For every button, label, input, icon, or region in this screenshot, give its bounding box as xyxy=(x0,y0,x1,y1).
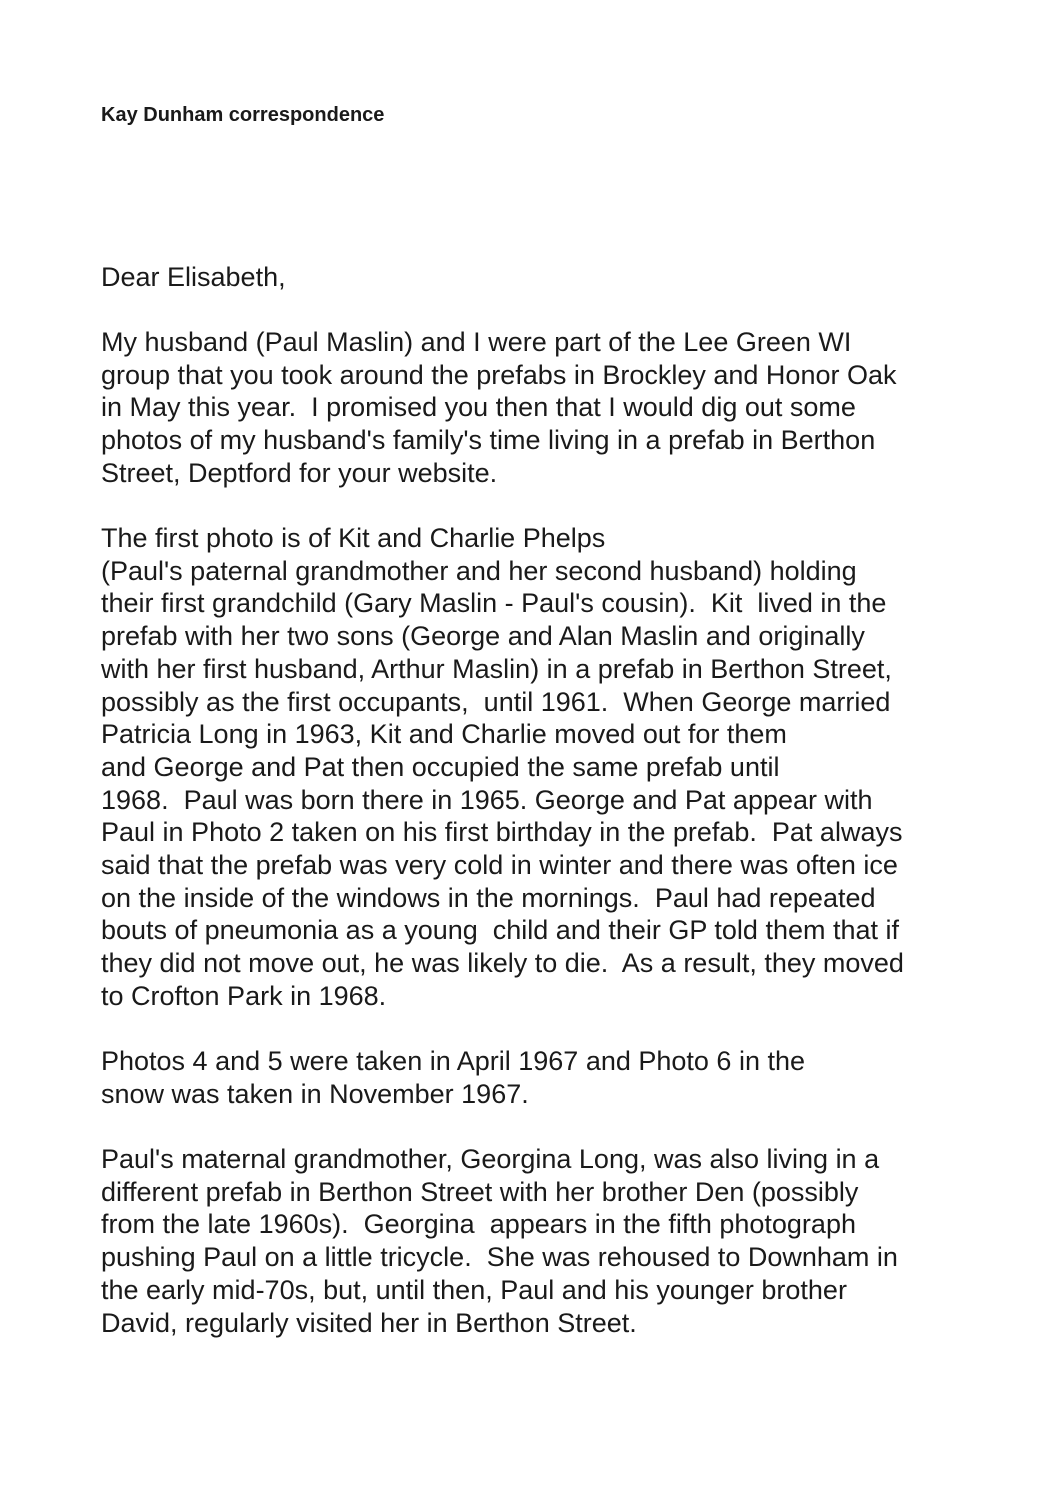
paragraph-line: Photos 4 and 5 were taken in April 1967 and Photo 6 in the xyxy=(101,1046,806,1076)
paragraph-line: prefab with her two sons (George and Alan Maslin and originally xyxy=(101,621,865,652)
paragraph-line: photos of my husband's family's time living in a prefab in Berthon xyxy=(101,425,876,456)
document-title: Kay Dunham correspondence xyxy=(101,104,385,126)
paragraph-line: Paul's maternal grandmother, Georgina Long, was also living in a xyxy=(101,1144,880,1174)
paragraph-line: (Paul's paternal grandmother and her second husband) holding xyxy=(101,555,857,586)
paragraph-line: Street, Deptford for your website. xyxy=(101,457,498,488)
paragraph-line: David, regularly visited her in Berthon Street. xyxy=(101,1307,637,1338)
paragraph-line: the early mid-70s, but, until then, Paul and his younger brother xyxy=(101,1274,847,1305)
paragraph-line: snow was taken in November 1967. xyxy=(101,1078,529,1109)
salutation xyxy=(101,261,286,294)
paragraph-line: they did not move out, he was likely to die. As a result, they moved xyxy=(101,948,904,979)
paragraph-3 xyxy=(101,1045,805,1110)
paragraph-2 xyxy=(101,522,904,1013)
paragraph-line: group that you took around the prefabs in Brockley and Honor Oak xyxy=(101,359,897,390)
paragraph-line: said that the prefab was very cold in winter and there was often ice xyxy=(101,850,898,881)
paragraph-1 xyxy=(101,326,897,490)
paragraph-line: pushing Paul on a little tricycle. She was rehoused to Downham in xyxy=(101,1242,898,1273)
paragraph-line: their first grandchild (Gary Maslin - Paul's cousin). Kit lived in the xyxy=(101,588,887,619)
paragraph-line: in May this year. I promised you then that I would dig out some xyxy=(101,392,856,423)
paragraph-line: different prefab in Berthon Street with her brother Den (possibly xyxy=(101,1176,859,1207)
paragraph-4 xyxy=(101,1143,898,1339)
paragraph-line: and George and Pat then occupied the same prefab until xyxy=(101,751,780,782)
paragraph-line: on the inside of the windows in the mornings. Paul had repeated xyxy=(101,882,876,913)
salutation-line: Dear Elisabeth, xyxy=(101,262,286,292)
paragraph-line: bouts of pneumonia as a young child and their GP told them that if xyxy=(101,915,900,946)
paragraph-line: Patricia Long in 1963, Kit and Charlie moved out for them xyxy=(101,719,787,750)
paragraph-line: 1968. Paul was born there in 1965. George and Pat appear with xyxy=(101,784,873,815)
paragraph-line: from the late 1960s). Georgina appears in the fifth photograph xyxy=(101,1209,856,1240)
paragraph-line: possibly as the first occupants, until 1961. When George married xyxy=(101,686,891,717)
paragraph-line: to Crofton Park in 1968. xyxy=(101,980,387,1011)
paragraph-line: with her first husband, Arthur Maslin) in a prefab in Berthon Street, xyxy=(101,653,892,684)
paragraph-line: My husband (Paul Maslin) and I were part of the Lee Green WI xyxy=(101,327,852,357)
paragraph-line: Paul in Photo 2 taken on his first birthday in the prefab. Pat always xyxy=(101,817,903,848)
paragraph-line: The first photo is of Kit and Charlie Phelps xyxy=(101,523,606,553)
